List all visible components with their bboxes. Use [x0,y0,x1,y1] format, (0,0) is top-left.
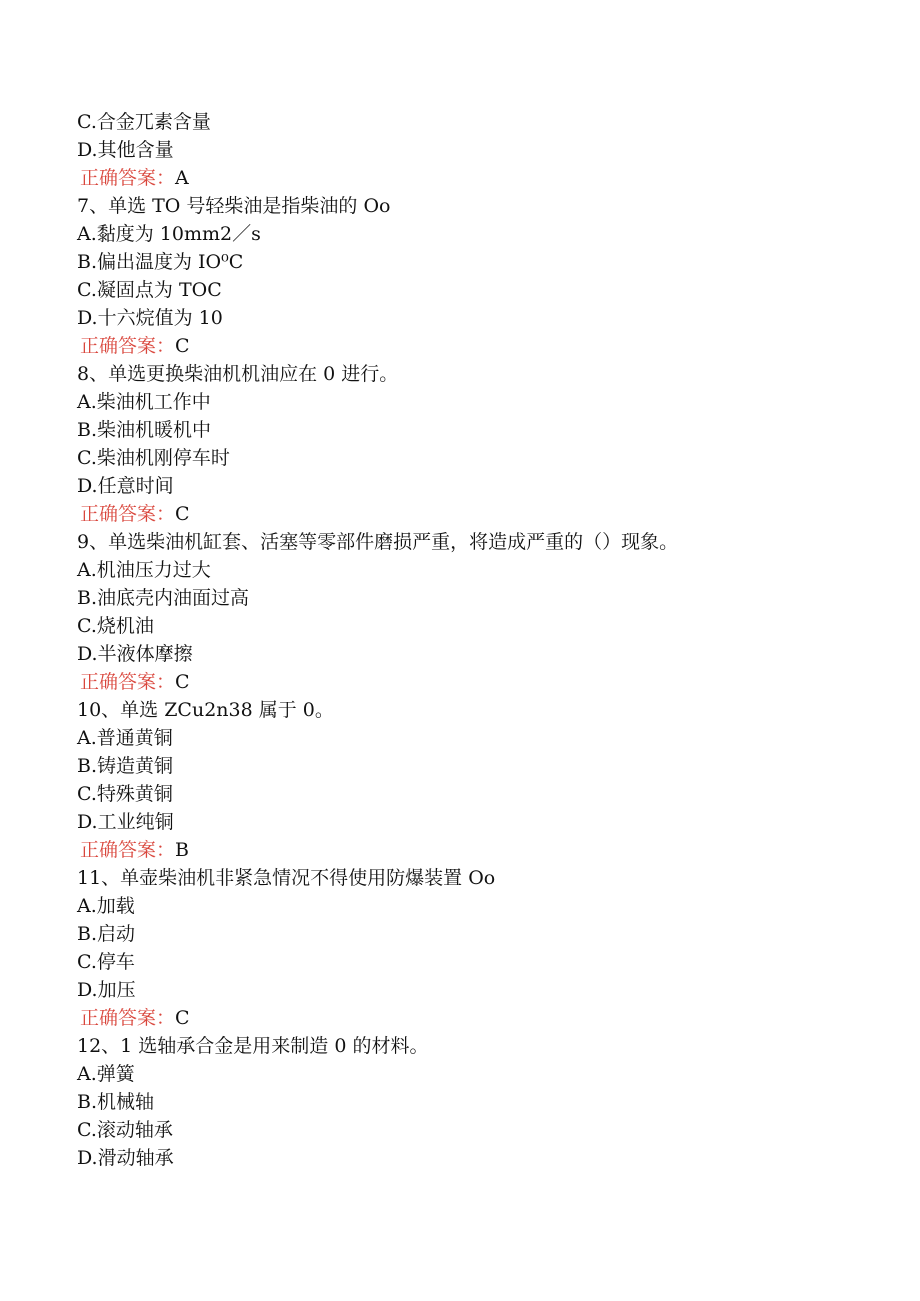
answer-line [0,836,920,864]
answer-line [0,500,920,528]
option-line: A.加载 [77,895,135,917]
option-line: A.黏度为 10mm2／s [77,223,261,245]
answer-label: 正确答案： [80,1007,176,1029]
answer-value: A [175,167,189,189]
question-stem: 10、单选 ZCu2n38 属于 0。 [77,699,334,721]
answer-value: C [175,1007,190,1029]
answer-label: 正确答案： [80,503,176,525]
option-line: A.普通黄铜 [77,727,173,749]
answer-line [0,668,920,696]
option-line: A.柴油机工作中 [77,391,211,413]
answer-value: B [175,839,189,861]
answer-value: C [175,335,190,357]
option-line: B.启动 [77,923,136,945]
answer-label: 正确答案： [80,839,176,861]
option-line: B.油底壳内油面过高 [77,587,250,609]
answer-label: 正确答案： [80,671,176,693]
option-line: D.工业纯铜 [77,811,174,833]
option-line: C.停车 [77,951,135,973]
question-stem: 8、单选更换柴油机机油应在 0 进行。 [77,363,399,385]
option-line: D.任意时间 [77,475,174,497]
answer-line [0,164,920,192]
answer-line [0,332,920,360]
option-line: B.柴油机暖机中 [77,419,212,441]
option-line: A.弹簧 [77,1063,135,1085]
question-stem: 12、1 选轴承合金是用来制造 0 的材料。 [77,1035,429,1057]
option-line: D.其他含量 [77,139,174,161]
question-stem: 9、单选柴油机缸套、活塞等零部件磨损严重，将造成严重的（）现象。 [77,531,679,553]
option-line: D.半液体摩擦 [77,643,193,665]
option-line: C.滚动轴承 [77,1119,173,1141]
answer-label: 正确答案： [80,167,176,189]
option-line: B.偏出温度为 IO⁰C [77,251,244,273]
option-line: C.合金兀素含量 [77,111,211,133]
question-stem: 7、单选 TO 号轻柴油是指柴油的 Oo [77,195,391,217]
option-line: D.滑动轴承 [77,1147,174,1169]
option-line: D.加压 [77,979,136,1001]
option-line: C.凝固点为 TOC [77,279,222,301]
option-line: B.机械轴 [77,1091,155,1113]
document-page [0,108,920,1172]
option-line: C.特殊黄铜 [77,783,173,805]
option-line: C.柴油机刚停车时 [77,447,230,469]
answer-value: C [175,503,190,525]
answer-line [0,1004,920,1032]
answer-value: C [175,671,190,693]
question-stem: 11、单壶柴油机非紧急情况不得使用防爆装置 Oo [77,867,496,889]
option-line: C.烧机油 [77,615,154,637]
answer-label: 正确答案： [80,335,176,357]
option-line: D.十六烷值为 10 [77,307,223,329]
option-line: A.机油压力过大 [77,559,211,581]
option-line: B.铸造黄铜 [77,755,174,777]
